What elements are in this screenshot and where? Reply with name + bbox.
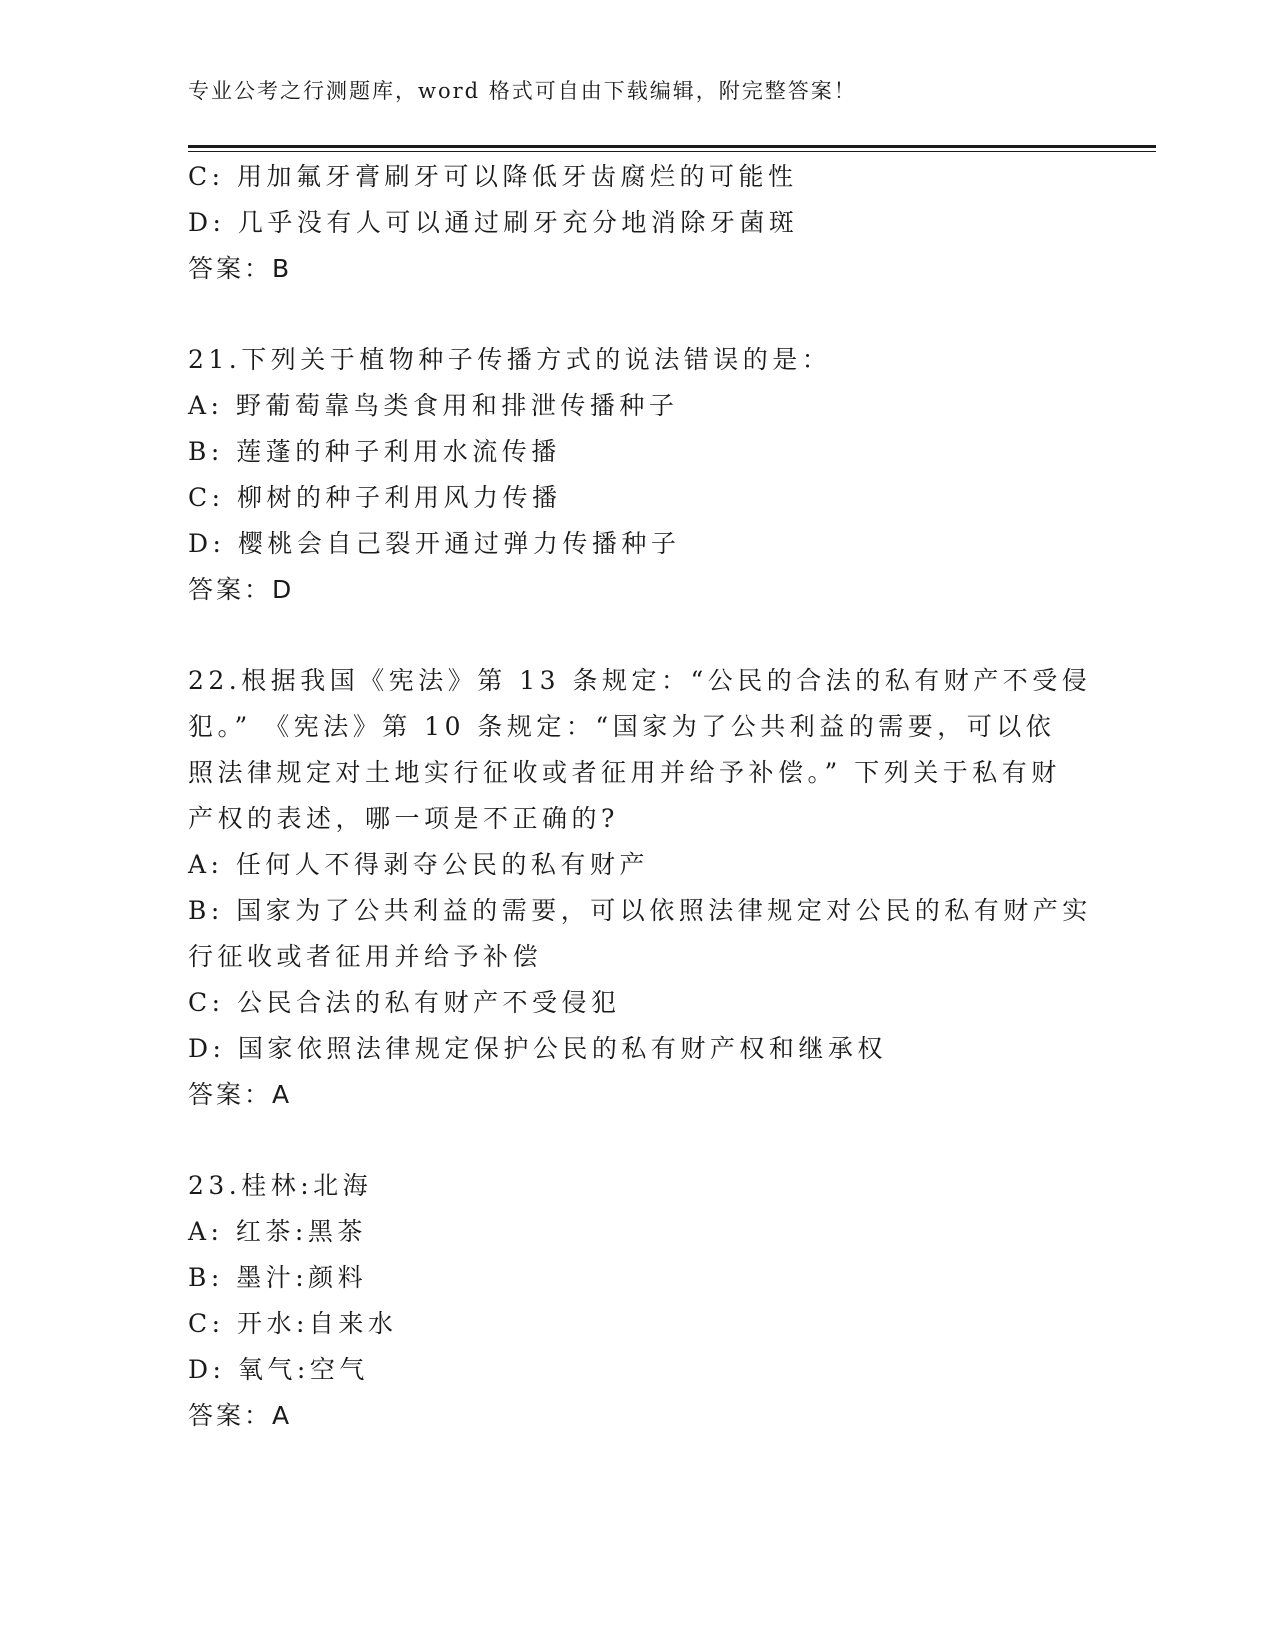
option-c: C: 柳树的种子利用风力传播 <box>188 483 562 512</box>
question-text-line-4: 产权的表述，哪一项是不正确的? <box>188 804 619 833</box>
option-b: B: 莲蓬的种子利用水流传播 <box>188 437 561 466</box>
option-b-line-1: B: 国家为了公共利益的需要，可以依照法律规定对公民的私有财产实 <box>188 896 1092 925</box>
question-block-23 <box>188 1163 1088 1439</box>
option-d: D: 几乎没有人可以通过刷牙充分地消除牙菌斑 <box>188 208 799 237</box>
option-a: A: 红茶:黑茶 <box>188 1217 367 1246</box>
document-body <box>188 154 1092 1439</box>
option-b: B: 墨汁:颜料 <box>188 1263 368 1292</box>
question-text: 23.桂林:北海 <box>188 1171 373 1200</box>
option-a: A: 任何人不得剥夺公民的私有财产 <box>188 850 649 879</box>
question-block-22 <box>188 658 1092 1118</box>
option-c: C: 公民合法的私有财产不受侵犯 <box>188 988 621 1017</box>
question-block-21 <box>188 337 1088 613</box>
page-header: 专业公考之行测题库，word 格式可自由下载编辑，附完整答案！ <box>188 79 857 103</box>
question-block-previous <box>188 154 1088 292</box>
question-text-line-2: 犯。” 《宪法》第 10 条规定：“国家为了公共利益的需要，可以依 <box>188 712 1056 741</box>
option-a: A: 野葡萄靠鸟类食用和排泄传播种子 <box>188 391 679 420</box>
answer-line: 答案：A <box>188 1401 293 1430</box>
spacer <box>188 292 1088 337</box>
option-d: D: 氧气:空气 <box>188 1355 369 1384</box>
header-divider <box>188 145 1156 152</box>
question-text-line-1: 22.根据我国《宪法》第 13 条规定：“公民的合法的私有财产不受侵 <box>188 666 1092 695</box>
answer-line: 答案：B <box>188 254 293 283</box>
option-d: D: 国家依照法律规定保护公民的私有财产权和继承权 <box>188 1034 887 1063</box>
option-d: D: 樱桃会自己裂开通过弹力传播种子 <box>188 529 681 558</box>
question-text-line-3: 照法律规定对土地实行征收或者征用并给予补偿。” 下列关于私有财 <box>188 758 1061 787</box>
spacer <box>188 613 1088 658</box>
question-text: 21.下列关于植物种子传播方式的说法错误的是： <box>188 345 832 374</box>
option-c: C: 用加氟牙膏刷牙可以降低牙齿腐烂的可能性 <box>188 162 798 191</box>
answer-line: 答案：A <box>188 1080 293 1109</box>
spacer <box>188 1118 1088 1163</box>
answer-line: 答案：D <box>188 575 295 604</box>
option-b-line-2: 行征收或者征用并给予补偿 <box>188 942 543 971</box>
option-c: C: 开水:自来水 <box>188 1309 398 1338</box>
